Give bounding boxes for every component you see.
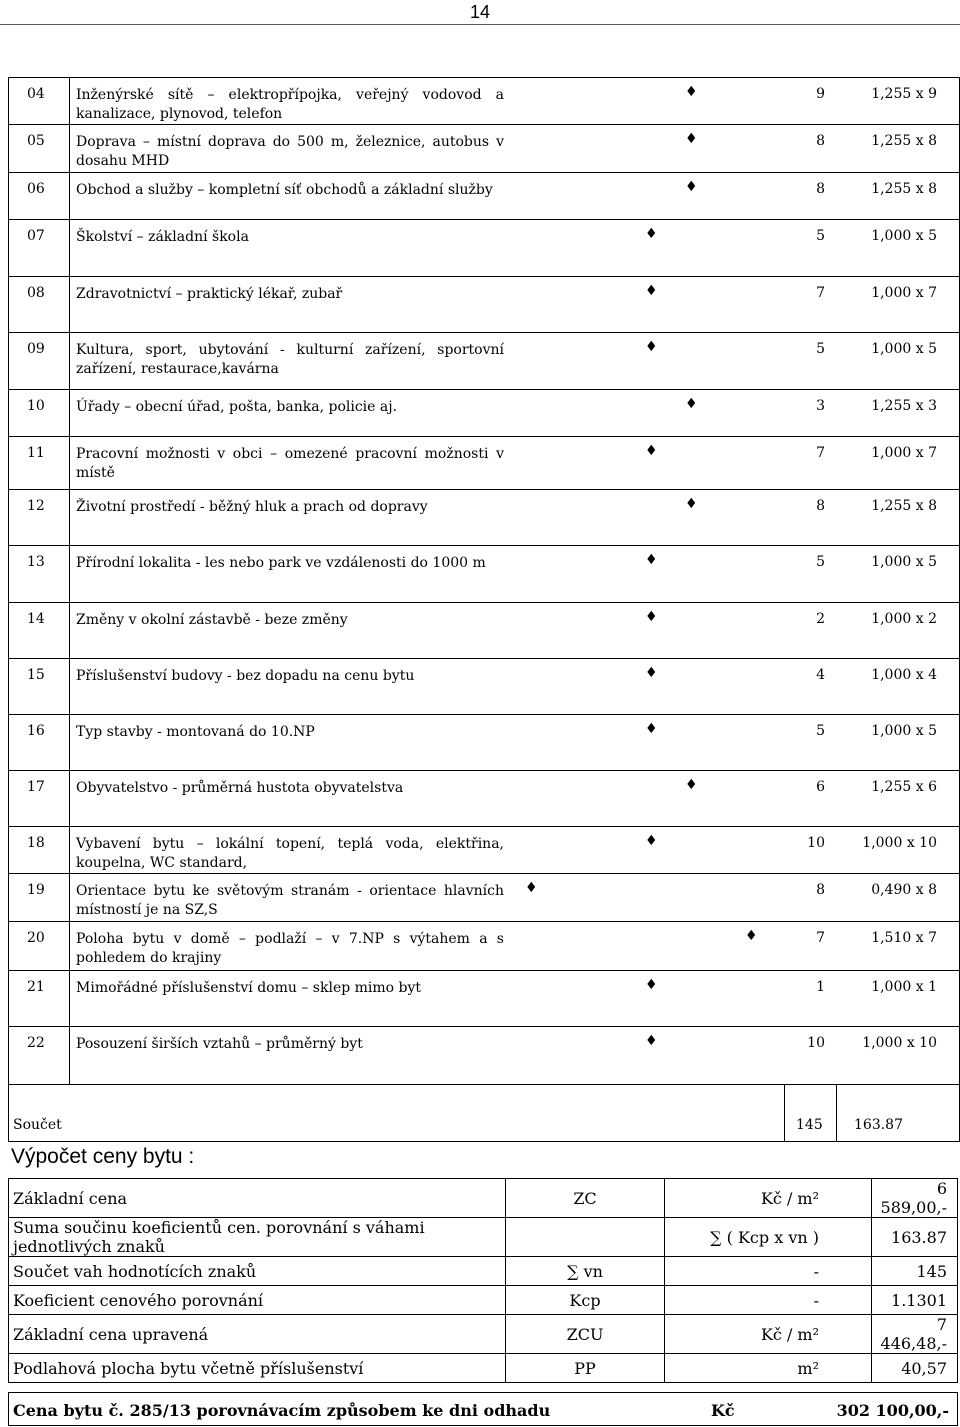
calc-label: Suma součinu koeficientů cen. porovnání s váhami jednotlivých znaků (13, 1218, 425, 1256)
bullet-marker: ♦ (745, 928, 758, 944)
criterion-expression: 0,490 x 8 (871, 882, 937, 898)
criterion-description: Přírodní lokalita - les nebo park ve vzdálenosti do 1000 m (76, 555, 486, 571)
calc-code: ∑ vn (506, 1257, 665, 1286)
sum-row (9, 1085, 959, 1141)
criterion-description: Doprava – místní doprava do 500 m, železnice, autobus v dosahu MHD (76, 134, 504, 169)
criterion-weight: 3 (816, 398, 825, 414)
final-value: 302 100,00,- (836, 1401, 949, 1420)
bullet-marker: ♦ (645, 665, 658, 681)
criterion-expression: 1,255 x 8 (871, 498, 937, 514)
criterion-row (9, 220, 959, 277)
criterion-expression: 1,000 x 2 (871, 611, 937, 627)
criterion-expression: 1,000 x 10 (862, 835, 937, 851)
criterion-description: Obchod a služby – kompletní síť obchodů a základní služby (76, 182, 493, 198)
criterion-weight: 7 (816, 930, 825, 946)
criterion-row (9, 971, 959, 1027)
criterion-row (9, 390, 959, 437)
calc-row (9, 1286, 958, 1315)
criterion-expression: 1,000 x 7 (871, 285, 937, 301)
calc-code (506, 1218, 665, 1257)
criterion-expression: 1,000 x 5 (871, 723, 937, 739)
criterion-expression: 1,510 x 7 (871, 930, 937, 946)
criterion-expression: 1,255 x 8 (871, 133, 937, 149)
criterion-number: 17 (27, 779, 45, 795)
criterion-description: Typ stavby - montovaná do 10.NP (76, 724, 315, 740)
criterion-expression: 1,000 x 4 (871, 667, 937, 683)
criterion-expression: 1,000 x 7 (871, 445, 937, 461)
final-unit: Kč (711, 1401, 735, 1420)
criterion-number: 15 (27, 667, 45, 683)
criterion-weight: 5 (816, 228, 825, 244)
bullet-marker: ♦ (645, 833, 658, 849)
calc-unit: - (665, 1257, 872, 1286)
calc-unit: - (665, 1286, 872, 1315)
criterion-number: 07 (27, 228, 45, 244)
criterion-weight: 10 (807, 1035, 825, 1051)
criterion-number: 11 (27, 445, 45, 461)
criterion-description: Poloha bytu v domě – podlaží – v 7.NP s výtahem a s pohledem do krajiny (76, 931, 504, 966)
criterion-weight: 8 (816, 498, 825, 514)
calc-unit: Kč / m² (665, 1315, 872, 1354)
criterion-row (9, 277, 959, 333)
criterion-row (9, 125, 959, 173)
criterion-weight: 1 (816, 979, 825, 995)
criterion-number: 09 (27, 341, 45, 357)
criterion-number: 14 (27, 611, 45, 627)
criterion-description: Vybavení bytu – lokální topení, teplá voda, elektřina, koupelna, WC standard, (76, 836, 504, 871)
calc-row (9, 1179, 958, 1218)
criterion-description: Orientace bytu ke světovým stranám - orientace hlavních místností je na SZ,S (76, 883, 504, 918)
sum-total: 145 (796, 1117, 823, 1133)
criterion-row (9, 490, 959, 546)
criterion-row (9, 874, 959, 922)
calc-value: 7 446,48,- (872, 1315, 958, 1354)
calc-label: Koeficient cenového porovnání (13, 1290, 264, 1310)
criterion-number: 12 (27, 498, 45, 514)
criterion-weight: 8 (816, 133, 825, 149)
bullet-marker: ♦ (645, 339, 658, 355)
criterion-expression: 1,255 x 9 (871, 86, 937, 102)
criterion-row (9, 546, 959, 603)
sum-coefficient: 163.87 (854, 1117, 903, 1133)
bullet-marker: ♦ (685, 84, 698, 100)
criterion-expression: 1,000 x 10 (862, 1035, 937, 1051)
calc-unit: ∑ ( Kcp x vn ) (665, 1218, 872, 1257)
criterion-row (9, 437, 959, 490)
criterion-number: 21 (27, 979, 45, 995)
criterion-number: 20 (27, 930, 45, 946)
bullet-marker: ♦ (645, 552, 658, 568)
criterion-weight: 4 (816, 667, 825, 683)
criterion-weight: 5 (816, 723, 825, 739)
criterion-weight: 8 (816, 882, 825, 898)
calc-code: ZC (506, 1179, 665, 1218)
bullet-marker: ♦ (645, 609, 658, 625)
criterion-row (9, 1027, 959, 1085)
bullet-marker: ♦ (645, 721, 658, 737)
calc-row (9, 1315, 958, 1354)
criterion-expression: 1,255 x 8 (871, 181, 937, 197)
criterion-row (9, 78, 959, 125)
criterion-number: 04 (27, 86, 45, 102)
criterion-number: 18 (27, 835, 45, 851)
criterion-description: Změny v okolní zástavbě - beze změny (76, 612, 348, 628)
criteria-table (8, 77, 960, 1142)
calc-code: Kcp (506, 1286, 665, 1315)
bullet-marker: ♦ (645, 977, 658, 993)
bullet-marker: ♦ (685, 396, 698, 412)
page-number: 14 (0, 0, 960, 25)
criterion-description: Kultura, sport, ubytování - kulturní zařízení, sportovní zařízení, restaurace,kavárna (76, 342, 504, 377)
criterion-description: Posouzení širších vztahů – průměrný byt (76, 1036, 363, 1052)
bullet-marker: ♦ (645, 226, 658, 242)
criterion-row (9, 715, 959, 771)
criterion-expression: 1,255 x 3 (871, 398, 937, 414)
calc-row (9, 1218, 958, 1257)
calc-value: 163.87 (872, 1218, 958, 1257)
criterion-number: 05 (27, 133, 45, 149)
calc-row (9, 1354, 958, 1383)
criterion-expression: 1,000 x 5 (871, 341, 937, 357)
calc-unit: Kč / m² (665, 1179, 872, 1218)
criterion-number: 16 (27, 723, 45, 739)
bullet-marker: ♦ (525, 880, 538, 896)
bullet-marker: ♦ (645, 283, 658, 299)
calc-value: 6 589,00,- (872, 1179, 958, 1218)
criterion-weight: 8 (816, 181, 825, 197)
criterion-expression: 1,000 x 1 (871, 979, 937, 995)
bullet-marker: ♦ (685, 179, 698, 195)
calc-label: Základní cena upravená (13, 1324, 209, 1344)
criterion-number: 19 (27, 882, 45, 898)
calc-value: 40,57 (872, 1354, 958, 1383)
sum-label: Součet (13, 1117, 62, 1133)
calc-value: 145 (872, 1257, 958, 1286)
bullet-marker: ♦ (685, 496, 698, 512)
criterion-row (9, 333, 959, 390)
criterion-row (9, 173, 959, 220)
criterion-weight: 9 (816, 86, 825, 102)
criterion-description: Úřady – obecní úřad, pošta, banka, policie aj. (76, 399, 398, 415)
calc-code: PP (506, 1354, 665, 1383)
criterion-number: 10 (27, 398, 45, 414)
calc-code: ZCU (506, 1315, 665, 1354)
criterion-description: Obyvatelstvo - průměrná hustota obyvatelstva (76, 780, 404, 796)
criterion-weight: 5 (816, 554, 825, 570)
criterion-weight: 2 (816, 611, 825, 627)
criterion-number: 22 (27, 1035, 45, 1051)
criterion-expression: 1,000 x 5 (871, 228, 937, 244)
criterion-number: 06 (27, 181, 45, 197)
final-label: Cena bytu č. 285/13 porovnávacím způsobem ke dni odhadu (13, 1401, 551, 1420)
criterion-description: Školství – základní škola (76, 229, 249, 245)
calc-label: Podlahová plocha bytu včetně příslušenství (13, 1358, 364, 1378)
criterion-description: Inženýrské sítě – elektropřípojka, veřejný vodovod a kanalizace, plynovod, telefon (76, 87, 504, 122)
criterion-description: Zdravotnictví – praktický lékař, zubař (76, 286, 343, 302)
criterion-row (9, 659, 959, 715)
criterion-number: 08 (27, 285, 45, 301)
price-calc-table (8, 1178, 958, 1383)
calc-unit: m² (665, 1354, 872, 1383)
criterion-description: Mimořádné příslušenství domu – sklep mimo byt (76, 980, 422, 996)
calc-label: Součet vah hodnotících znaků (13, 1261, 257, 1281)
criterion-description: Příslušenství budovy - bez dopadu na cenu bytu (76, 668, 415, 684)
criterion-description: Životní prostředí - běžný hluk a prach od dopravy (76, 499, 428, 515)
criterion-weight: 5 (816, 341, 825, 357)
criterion-row (9, 603, 959, 659)
calc-value: 1.1301 (872, 1286, 958, 1315)
criterion-number: 13 (27, 554, 45, 570)
criterion-weight: 7 (816, 285, 825, 301)
criterion-expression: 1,000 x 5 (871, 554, 937, 570)
criterion-weight: 6 (816, 779, 825, 795)
calc-row (9, 1257, 958, 1286)
criterion-description: Pracovní možnosti v obci – omezené pracovní možnosti v místě (76, 446, 504, 481)
criterion-row (9, 922, 959, 971)
criterion-row (9, 827, 959, 874)
final-price-row (8, 1392, 958, 1426)
calc-title: Výpočet ceny bytu : (11, 1145, 195, 1168)
bullet-marker: ♦ (645, 1033, 658, 1049)
bullet-marker: ♦ (685, 777, 698, 793)
calc-label: Základní cena (13, 1188, 128, 1208)
criterion-expression: 1,255 x 6 (871, 779, 937, 795)
criterion-weight: 10 (807, 835, 825, 851)
criterion-row (9, 771, 959, 827)
criterion-weight: 7 (816, 445, 825, 461)
bullet-marker: ♦ (685, 131, 698, 147)
bullet-marker: ♦ (645, 443, 658, 459)
